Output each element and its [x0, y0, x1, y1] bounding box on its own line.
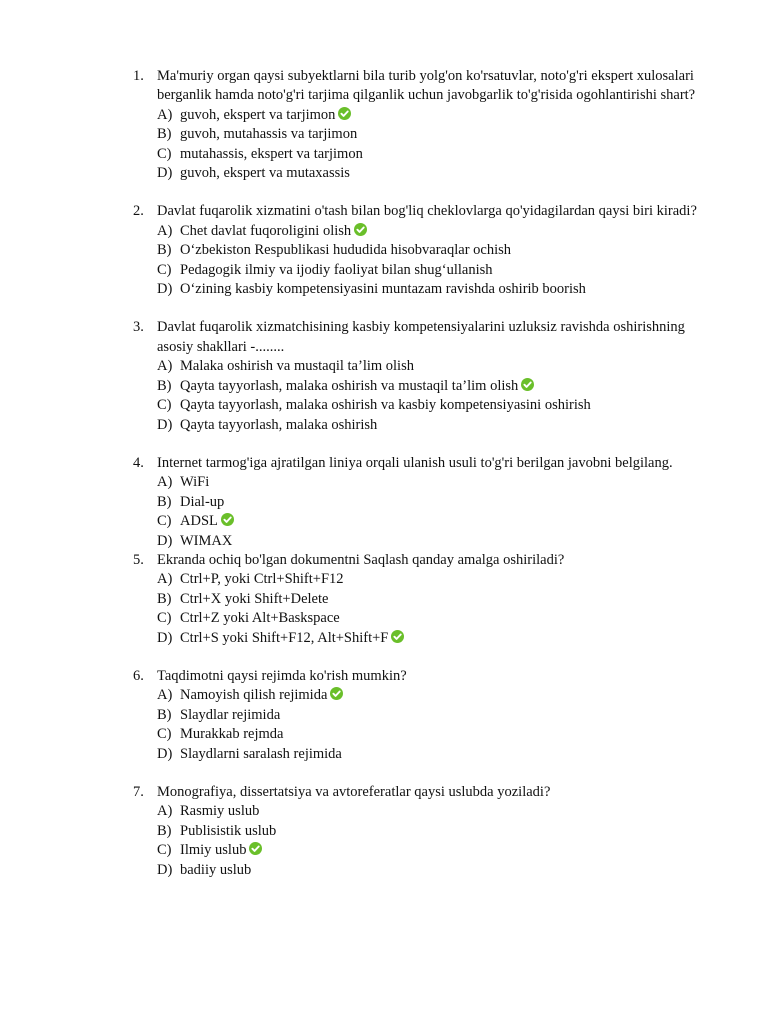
- check-circle-icon: [221, 513, 234, 526]
- option-text: Qayta tayyorlash, malaka oshirish va kasbiy kompetensiyasini oshirish: [180, 397, 591, 414]
- option-text: Dial-up: [180, 493, 225, 510]
- option-text: Ctrl+X yoki Shift+Delete: [180, 590, 329, 607]
- check-circle-icon: [391, 630, 404, 643]
- option-text: Malaka oshirish va mustaqil ta’lim olish: [180, 358, 414, 375]
- check-circle-icon: [249, 842, 262, 855]
- question-item: [0, 67, 768, 183]
- answer-option: [0, 473, 768, 492]
- option-letter: C): [157, 842, 172, 859]
- option-text: Qayta tayyorlash, malaka oshirish: [180, 416, 378, 433]
- answer-option: [0, 164, 768, 183]
- option-letter: D): [157, 861, 173, 878]
- option-text: Ctrl+Z yoki Alt+Baskspace: [180, 610, 340, 627]
- question-header: [0, 454, 717, 473]
- option-text: WiFi: [180, 474, 210, 491]
- option-letter: D): [157, 745, 173, 762]
- question-item: [0, 202, 768, 299]
- option-text: Murakkab rejmda: [180, 726, 284, 743]
- answer-option: [0, 590, 768, 609]
- question-number: 4.: [133, 454, 144, 471]
- check-circle-icon: [338, 107, 351, 120]
- question-header: [0, 783, 717, 802]
- check-circle-icon: [330, 687, 343, 700]
- answer-option: [0, 570, 768, 589]
- answer-option: [0, 125, 768, 144]
- option-text: Ctrl+P, yoki Ctrl+Shift+F12: [180, 571, 344, 588]
- answer-option: [0, 822, 768, 841]
- answer-option: [0, 261, 768, 280]
- answer-option: [0, 106, 768, 125]
- option-letter: A): [157, 687, 173, 704]
- answer-option: [0, 841, 768, 860]
- question-item: [0, 454, 768, 551]
- question-text: Taqdimotni qaysi rejimda ko'rish mumkin?: [157, 667, 407, 684]
- answer-option: [0, 629, 768, 648]
- option-text: badiiy uslub: [180, 861, 252, 878]
- option-text: Pedagogik ilmiy va ijodiy faoliyat bilan shug‘ullanish: [180, 261, 493, 278]
- question-header: [0, 667, 717, 686]
- question-header: [0, 318, 717, 357]
- question-number: 6.: [133, 667, 144, 684]
- question-text: Monografiya, dissertatsiya va avtoreferatlar qaysi uslubda yoziladi?: [157, 784, 551, 800]
- answer-option: [0, 241, 768, 260]
- question-number: 2.: [133, 203, 144, 220]
- option-text: Ctrl+S yoki Shift+F12, Alt+Shift+F: [180, 629, 389, 646]
- question-number: 3.: [133, 319, 144, 336]
- option-letter: A): [157, 358, 173, 375]
- option-letter: C): [157, 261, 172, 278]
- answer-option: [0, 512, 768, 531]
- option-text: WIMAX: [180, 532, 233, 549]
- question-item: [0, 551, 768, 648]
- option-text: O‘zining kasbiy kompetensiyasini muntazam ravishda oshirib boorish: [180, 281, 586, 298]
- question-text: Ekranda ochiq bo'lgan dokumentni Saqlash qanday amalga oshiriladi?: [157, 551, 565, 568]
- option-letter: A): [157, 106, 173, 123]
- option-letter: B): [157, 590, 172, 607]
- option-text: Ilmiy uslub: [180, 842, 247, 859]
- option-letter: B): [157, 242, 172, 259]
- answer-option: [0, 377, 768, 396]
- option-letter: D): [157, 165, 173, 182]
- question-header: [0, 551, 717, 570]
- question-header: [0, 202, 717, 221]
- answer-option: [0, 725, 768, 744]
- answer-option: [0, 145, 768, 164]
- option-letter: A): [157, 474, 173, 491]
- option-text: guvoh, mutahassis va tarjimon: [180, 126, 358, 143]
- option-letter: B): [157, 493, 172, 510]
- option-text: ADSL: [180, 513, 218, 530]
- option-letter: A): [157, 222, 173, 239]
- option-letter: C): [157, 397, 172, 414]
- question-number: 7.: [133, 784, 144, 800]
- option-letter: A): [157, 803, 173, 820]
- option-letter: B): [157, 126, 172, 143]
- option-letter: A): [157, 571, 173, 588]
- option-text: Qayta tayyorlash, malaka oshirish va mustaqil ta’lim olish: [180, 377, 519, 394]
- option-letter: B): [157, 377, 172, 394]
- answer-option: [0, 493, 768, 512]
- question-item: [0, 783, 768, 880]
- question-header: [0, 67, 717, 106]
- answer-option: [0, 357, 768, 376]
- answer-option: [0, 222, 768, 241]
- option-letter: C): [157, 726, 172, 743]
- question-item: [0, 667, 768, 764]
- option-text: Slaydlar rejimida: [180, 706, 281, 723]
- answer-option: [0, 396, 768, 415]
- option-letter: C): [157, 610, 172, 627]
- answer-option: [0, 532, 768, 551]
- answer-option: [0, 706, 768, 725]
- question-text: Davlat fuqarolik xizmatchisining kasbiy kompetensiyalarini uzluksiz ravishda oshirishning asosiy shakllari -........: [157, 319, 685, 355]
- option-letter: C): [157, 145, 172, 162]
- option-letter: C): [157, 513, 172, 530]
- check-circle-icon: [521, 378, 534, 391]
- answer-option: [0, 280, 768, 299]
- option-text: guvoh, ekspert va tarjimon: [180, 106, 336, 123]
- question-list: [0, 67, 768, 880]
- option-letter: B): [157, 706, 172, 723]
- question-text: Ma'muriy organ qaysi subyektlarni bila turib yolg'on ko'rsatuvlar, noto'g'ri ekspert xulosalari berganlik hamda noto'g'ri tarjima qilganlik uchun javobgarlik to'g'risida ogohlantirishi shart?: [157, 68, 696, 104]
- option-letter: B): [157, 822, 172, 839]
- answer-option: [0, 609, 768, 628]
- option-letter: D): [157, 532, 173, 549]
- answer-option: [0, 861, 768, 880]
- option-text: guvoh, ekspert va mutaxassis: [180, 165, 350, 182]
- answer-option: [0, 745, 768, 764]
- question-text: Internet tarmog'iga ajratilgan liniya orqali ulanish usuli to'g'ri berilgan javobni belgilang.: [157, 454, 673, 471]
- question-text: Davlat fuqarolik xizmatini o'tash bilan bog'liq cheklovlarga qo'yidagilardan qaysi biri kiradi?: [157, 203, 697, 220]
- option-text: Chet davlat fuqoroligini olish: [180, 222, 352, 239]
- question-item: [0, 318, 768, 434]
- question-number: 1.: [133, 68, 144, 84]
- answer-option: [0, 802, 768, 821]
- option-text: Publisistik uslub: [180, 822, 277, 839]
- check-circle-icon: [354, 223, 367, 236]
- question-number: 5.: [133, 551, 144, 568]
- option-text: Namoyish qilish rejimida: [180, 687, 328, 704]
- answer-option: [0, 416, 768, 435]
- option-text: O‘zbekiston Respublikasi hududida hisobvaraqlar ochish: [180, 242, 512, 259]
- option-text: mutahassis, ekspert va tarjimon: [180, 145, 363, 162]
- option-letter: D): [157, 281, 173, 298]
- option-text: Rasmiy uslub: [180, 803, 260, 820]
- option-text: Slaydlarni saralash rejimida: [180, 745, 342, 762]
- answer-option: [0, 686, 768, 705]
- option-letter: D): [157, 629, 173, 646]
- option-letter: D): [157, 416, 173, 433]
